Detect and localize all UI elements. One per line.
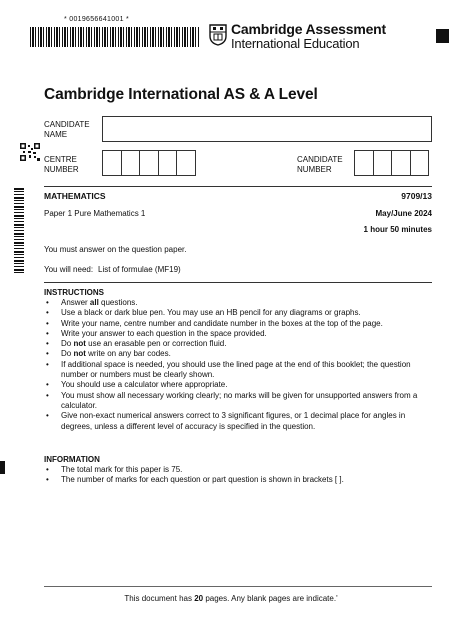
cambridge-crest-icon <box>209 24 227 46</box>
centre-number-cell[interactable] <box>102 150 122 176</box>
instruction-item <box>44 298 432 308</box>
centre-number-label-line1: CENTRE <box>44 155 77 164</box>
exam-session: May/June 2024 <box>375 209 432 218</box>
information-text: The total mark for this paper is 75. <box>61 465 183 474</box>
instruction-text: Do <box>61 349 74 359</box>
barcode-number: * 0019656641001 * <box>64 16 130 23</box>
subject-name: MATHEMATICS <box>44 191 106 201</box>
instruction-emphasis: not <box>73 339 86 349</box>
you-will-need-label: You will need: <box>44 265 94 274</box>
instruction-text: Write your answer to each question in the space provided. <box>61 328 267 338</box>
instruction-text: Use a black or dark blue pen. You may use an HB pencil for any diagrams or graphs. <box>61 308 361 318</box>
candidate-name-label-line1: CANDIDATE <box>44 120 90 129</box>
instruction-text: You should use a calculator where appropriate. <box>61 380 228 390</box>
footer-page-number: 20 <box>194 594 204 603</box>
instruction-text: questions. <box>98 298 138 307</box>
candidate-number-cell[interactable] <box>410 150 430 176</box>
instruction-text: use an erasable pen or correction fluid. <box>85 339 227 349</box>
information-item <box>44 475 432 485</box>
centre-number-cell[interactable] <box>121 150 141 176</box>
centre-number-cell[interactable] <box>158 150 178 176</box>
instruction-text: If additional space is needed, you should use the lined page at the end of this booklet; the question number or numbers must be clearly shown. <box>61 359 411 380</box>
candidate-number-label-line2: NUMBER <box>297 165 332 174</box>
candidate-number-cell[interactable] <box>354 150 374 176</box>
logo-line-1: Cambridge Assessment <box>231 21 386 37</box>
instructions-list <box>44 298 432 432</box>
answer-on-paper-note: You must answer on the question paper. <box>44 245 187 254</box>
instruction-text: Give non-exact numerical answers correct to 3 significant figures, or 1 decimal place for angles in degrees, unless a different level of accuracy is specified in the question. <box>61 411 406 431</box>
candidate-number-cell[interactable] <box>373 150 393 176</box>
instruction-emphasis: all <box>89 298 99 307</box>
instruction-item <box>44 411 432 432</box>
instructions-heading: INSTRUCTIONS <box>44 288 104 297</box>
instruction-text: Write your name, centre number and candidate number in the boxes at the top of the page. <box>61 318 383 328</box>
footer-page-count <box>0 594 462 603</box>
instruction-emphasis: not <box>73 349 86 359</box>
page-title: Cambridge International AS & A Level <box>44 86 318 103</box>
logo-line-2: International Education <box>231 36 360 51</box>
instruction-item <box>44 308 432 318</box>
instruction-text: Answer <box>61 298 90 307</box>
candidate-name-label <box>44 120 90 140</box>
you-will-need-value: List of formulae (MF19) <box>98 265 181 274</box>
candidate-name-field[interactable] <box>102 116 432 142</box>
centre-number-label <box>44 155 79 175</box>
information-item <box>44 465 432 475</box>
candidate-name-label-line2: NAME <box>44 130 68 139</box>
candidate-number-label-line1: CANDIDATE <box>297 155 343 164</box>
left-registration-mark <box>0 461 5 474</box>
information-heading: INFORMATION <box>44 455 100 464</box>
exam-duration: 1 hour 50 minutes <box>363 225 432 234</box>
paper-title: Paper 1 Pure Mathematics 1 <box>44 209 146 218</box>
candidate-number-label <box>297 155 343 175</box>
centre-number-cell[interactable] <box>176 150 196 176</box>
instruction-item <box>44 339 432 349</box>
top-barcode <box>30 27 200 47</box>
instruction-item <box>44 380 432 390</box>
subject-code: 9709/13 <box>401 191 432 201</box>
instruction-item <box>44 319 432 329</box>
instruction-item <box>44 391 432 412</box>
candidate-number-cell[interactable] <box>391 150 411 176</box>
centre-number-cell[interactable] <box>139 150 159 176</box>
footer-divider <box>44 586 432 587</box>
instruction-text: write on any bar codes. <box>85 349 171 359</box>
divider-line <box>44 186 432 187</box>
information-text: The number of marks for each question or part question is shown in brackets [ ]. <box>61 475 344 485</box>
candidate-number-boxes[interactable] <box>354 150 428 176</box>
qr-code-icon <box>20 143 40 161</box>
side-barcode <box>14 188 24 274</box>
instruction-text: You must show all necessary working clearly; no marks will be given for unsupported answers from a calculator. <box>61 390 418 410</box>
instruction-item <box>44 360 432 381</box>
footer-text: This document has <box>124 594 195 603</box>
registration-mark <box>436 29 449 43</box>
instruction-item <box>44 349 432 359</box>
information-list <box>44 465 432 486</box>
centre-number-label-line2: NUMBER <box>44 165 79 174</box>
divider-line <box>44 282 432 283</box>
centre-number-boxes[interactable] <box>102 150 195 176</box>
instruction-item <box>44 329 432 339</box>
instruction-text: Do <box>61 339 74 349</box>
footer-text: pages. Any blank pages are indicate.' <box>203 594 338 603</box>
